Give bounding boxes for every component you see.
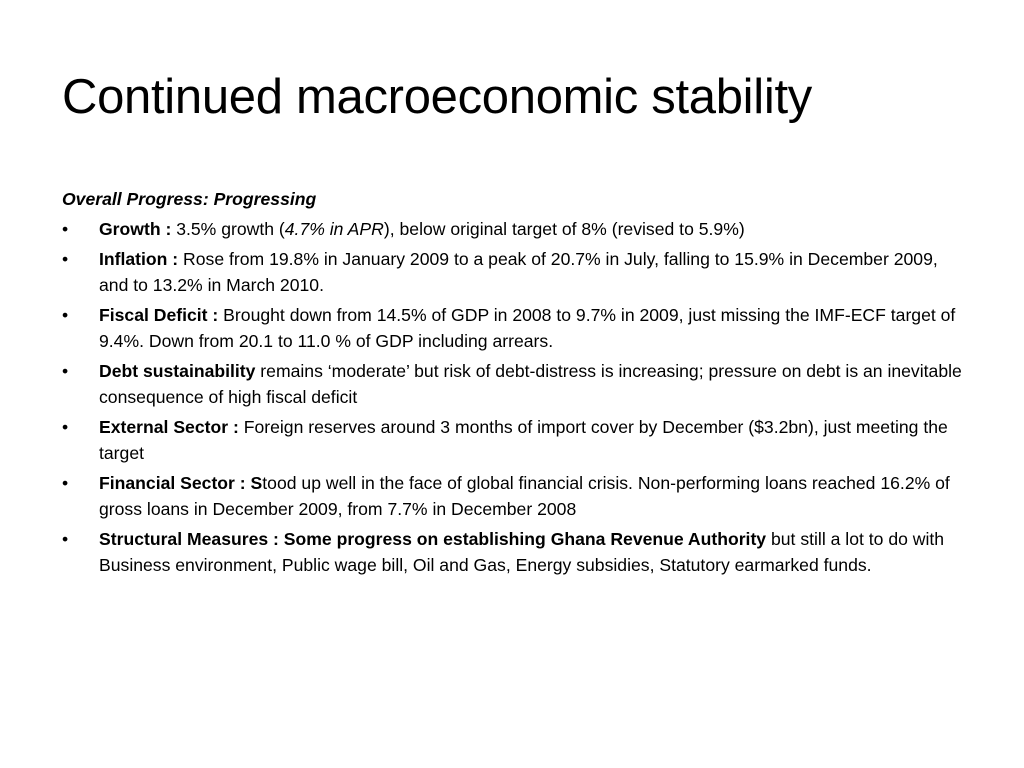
bullet-debt-sustainability [62,358,967,410]
bullet-dot-icon: • [62,305,69,325]
bullet-text: Brought down from 14.5% of GDP in 2008 to 9.7% in 2009, just missing the IMF-ECF target of 9.4%. Down from 20.1 to 11.0 % of GDP including arrears. [99,305,956,351]
bullet-label: External Sector : [99,417,239,437]
bullet-financial-sector [62,470,967,522]
bullet-text: remains ‘moderate’ but risk of debt-distress is increasing; pressure on debt is an inevitable consequence of high fiscal deficit [99,361,962,407]
bullet-dot-icon: • [62,249,69,269]
bullet-text: ), below original target of 8% (revised to 5.9%) [383,219,745,239]
bullet-text: Rose from 19.8% in January 2009 to a peak of 20.7% in July, falling to 15.9% in December 2009, and to 13.2% in March 2010. [99,249,938,295]
bullet-dot-icon: • [62,529,69,549]
bullet-label: Growth : [99,219,172,239]
bullet-label: Inflation : [99,249,179,269]
bullet-inflation [62,246,967,298]
bullet-structural-measures [62,526,967,578]
bullet-growth [62,216,967,242]
bullet-text: tood up well in the face of global financial crisis. Non-performing loans reached 16.2% of gross loans in December 2009, from 7.7% in December 2008 [99,473,950,519]
bullet-list [62,216,967,578]
bullet-label: Financial Sector : S [99,473,263,493]
bullet-dot-icon: • [62,361,69,381]
bullet-fiscal-deficit [62,302,967,354]
bullet-dot-icon: • [62,473,69,493]
slide-title: Continued macroeconomic stability [62,70,812,124]
bullet-text: 3.5% growth ( [171,219,285,239]
bullet-dot-icon: • [62,219,69,239]
bullet-label: Fiscal Deficit : [99,305,219,325]
bullet-label: Structural Measures : Some progress on establishing Ghana Revenue Authority [99,529,767,549]
bullet-text: but still a lot to do with Business environment, Public wage bill, Oil and Gas, Energy subsidies, Statutory earmarked funds. [99,529,945,575]
bullet-text-italic: 4.7% in APR [284,219,384,239]
slide-body [62,186,967,582]
bullet-label: Debt sustainability [99,361,256,381]
bullet-dot-icon: • [62,417,69,437]
bullet-text: Foreign reserves around 3 months of import cover by December ($3.2bn), just meeting the target [99,417,948,463]
bullet-external-sector [62,414,967,466]
overall-progress: Overall Progress: Progressing [62,189,317,209]
